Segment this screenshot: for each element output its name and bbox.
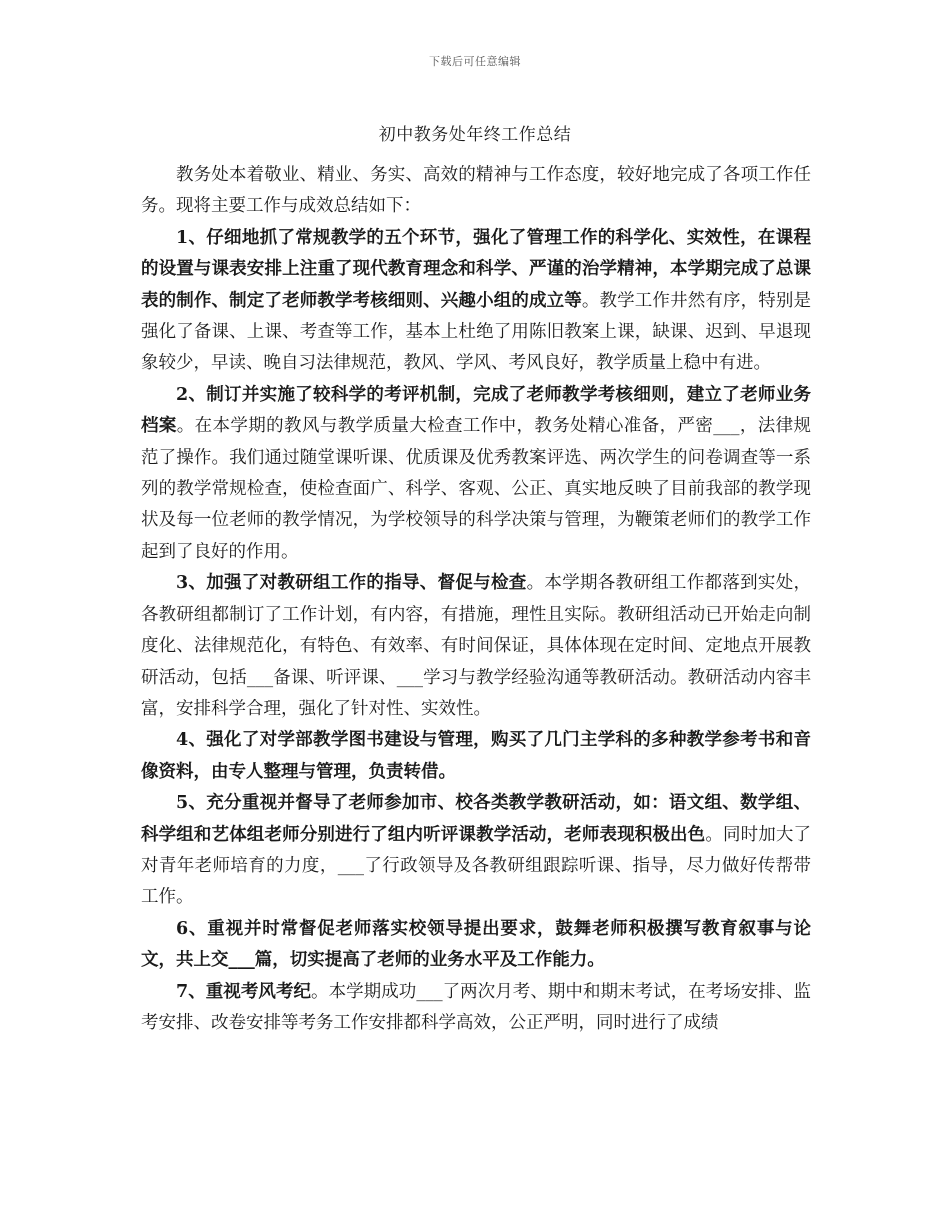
paragraph-6 bbox=[141, 914, 811, 977]
paragraph-2 bbox=[141, 380, 811, 568]
paragraph-text: 。在本学期的教风与教学质量大检查工作中，教务处精心准备，严密___，法律规范了操作。我们通过随堂课听课、优质课及优秀教案评选、两次学生的问卷调查等一系列的教学常规检查，使检查面广、科学、客观、公正、真实地反映了目前我部的教学现状及每一位老师的教学情况，为学校领导的科学决策与管理，为鞭策老师们的教学工作起到了良好的作用。 bbox=[141, 416, 811, 562]
paragraph-bold-text: 7、重视考风考纪 bbox=[176, 981, 312, 1002]
paragraph-bold-text: 4、强化了对学部教学图书建设与管理，购买了几门主学科的多种教学参考书和音像资料，由专人整理与管理，负责转借。 bbox=[141, 730, 811, 782]
paragraph-5 bbox=[141, 788, 811, 914]
paragraph-intro bbox=[141, 160, 811, 223]
paragraph-bold-text: 5、充分重视并督导了老师参加市、校各类教学教研活动，如：语文组、数学组、科学组和艺体组老师分别进行了组内听评课教学活动，老师表现积极出色 bbox=[141, 793, 811, 845]
document-body bbox=[141, 160, 811, 1039]
paragraph-bold-text: 1、仔细地抓了常规教学的五个环节，强化了管理工作的科学化、实效性，在课程的设置与课表安排上注重了现代教育理念和科学、严谨的治学精神，本学期完成了总课表的制作、制定了老师教学考核细则、兴趣小组的成立等 bbox=[141, 227, 811, 311]
paragraph-bold-text: 6、重视并时常督促老师落实校领导提出要求，鼓舞老师积极撰写教育叙事与论文，共上交___篇，切实提高了老师的业务水平及工作能力。 bbox=[141, 918, 811, 971]
paragraph-1 bbox=[141, 223, 811, 380]
paragraph-bold-text: 3、加强了对教研组工作的指导、督促与检查 bbox=[176, 573, 527, 594]
paragraph-7 bbox=[141, 977, 811, 1040]
paragraph-text: 。同时加大了对青年老师培育的力度，___了行政领导及各教研组跟踪听课、指导，尽力做好传帮带工作。 bbox=[141, 824, 812, 908]
page-header: 下载后可任意编辑 bbox=[429, 55, 521, 68]
paragraph-text: 。教学工作井然有序，特别是强化了备课、上课、考查等工作，基本上杜绝了用陈旧教案上课，缺课、迟到、早退现象较少，早读、晚自习法律规范，教风、学风、考风良好，教学质量上稳中有进。 bbox=[141, 290, 812, 374]
paragraph-text: 。本学期成功___了两次月考、期中和期末考试，在考场安排、监考安排、改卷安排等考务工作安排都科学高效，公正严明，同时进行了成绩 bbox=[141, 981, 812, 1033]
paragraph-3 bbox=[141, 568, 811, 725]
paragraph-text: 教务处本着敬业、精业、务实、高效的精神与工作态度，较好地完成了各项工作任务。现将主要工作与成效总结如下： bbox=[141, 165, 811, 217]
paragraph-text: 。本学期各教研组工作都落到实处，各教研组都制订了工作计划，有内容，有措施，理性且实际。教研组活动已开始走向制度化、法律规范化，有特色、有效率、有时间保证，具体体现在定时间、定地点开展教研活动，包括___备课、听评课、___学习与教学经验沟通等教研活动。教研活动内容丰富，安排科学合理，强化了针对性、实效性。 bbox=[141, 573, 811, 719]
document-title: 初中教务处年终工作总结 bbox=[378, 125, 572, 145]
paragraph-bold-text: 2、制订并实施了较科学的考评机制，完成了老师教学考核细则，建立了老师业务档案 bbox=[141, 384, 811, 437]
paragraph-4 bbox=[141, 725, 811, 788]
